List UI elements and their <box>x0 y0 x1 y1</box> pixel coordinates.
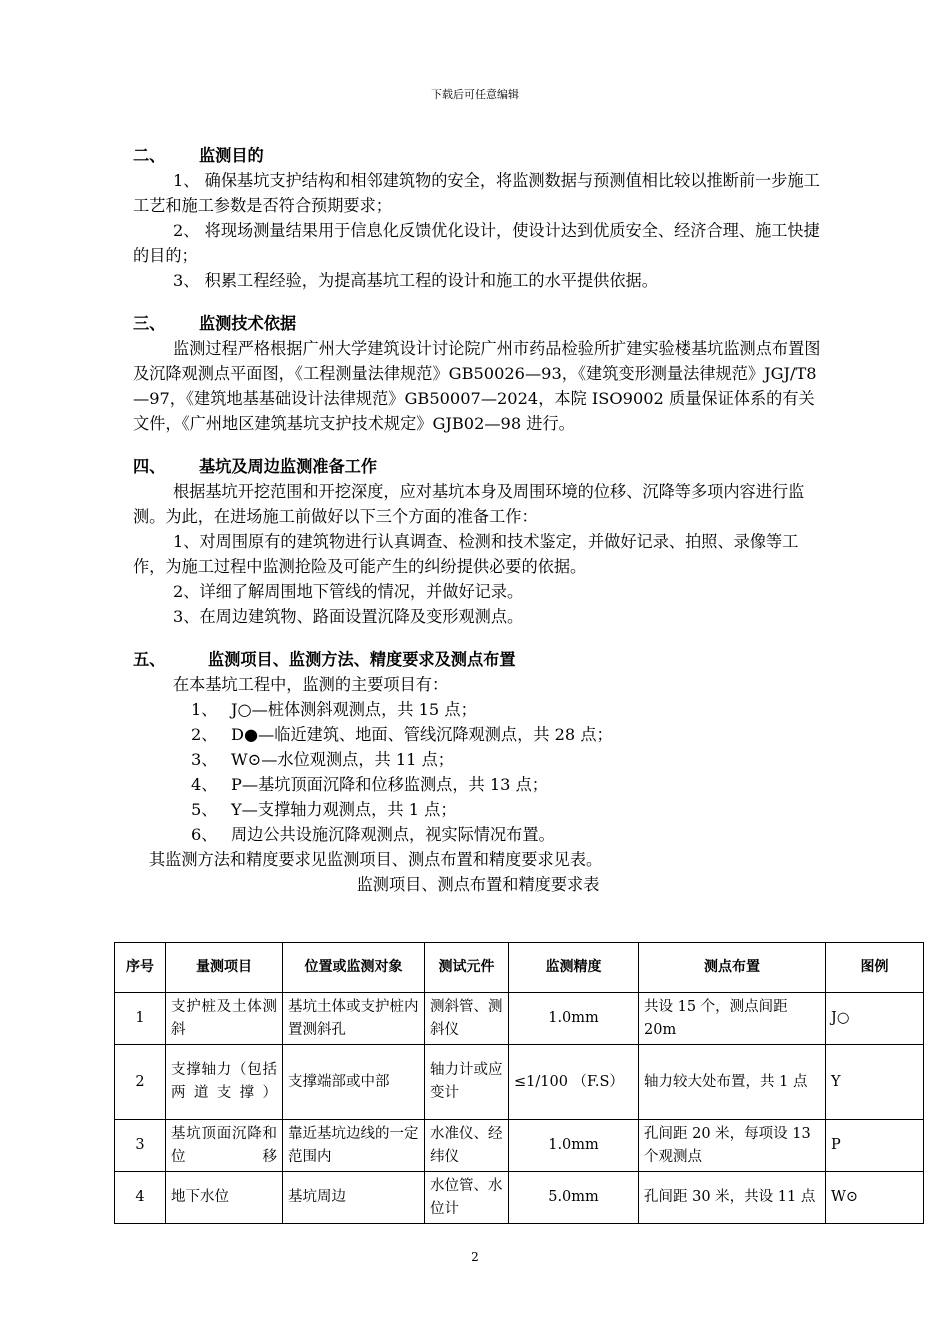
table-cell: 基坑土体或支护桩内置测斜孔 <box>283 993 425 1045</box>
table-cell: 基坑周边 <box>283 1172 425 1224</box>
table-cell: 1 <box>115 993 166 1045</box>
section-heading <box>133 143 823 168</box>
list-number: 2、 <box>191 725 218 744</box>
section-2 <box>133 143 823 293</box>
table-cell: 靠近基坑边线的一定范围内 <box>283 1120 425 1172</box>
table-cell: Y <box>826 1045 924 1120</box>
table-cell: 4 <box>115 1172 166 1224</box>
section-3 <box>133 311 823 436</box>
document-body <box>133 143 823 896</box>
table-cell: 轴力较大处布置，共 1 点 <box>639 1045 826 1120</box>
section-title: 监测目的 <box>199 146 264 165</box>
table-cell: J○ <box>826 993 924 1045</box>
table-cell: 孔间距 30 米，共设 11 点 <box>639 1172 826 1224</box>
list-item <box>133 797 823 822</box>
table-cell: 轴力计或应变计 <box>425 1045 509 1120</box>
table-row <box>115 1172 924 1224</box>
monitoring-table <box>114 942 924 1224</box>
list-item <box>133 747 823 772</box>
list-text: D●—临近建筑、地面、管线沉降观测点，共 28 点； <box>231 725 613 744</box>
section-heading <box>133 311 823 336</box>
section-number: 五、 <box>133 650 166 669</box>
header-cell: 序号 <box>115 943 166 993</box>
list-number: 5、 <box>191 800 218 819</box>
list-number: 6、 <box>191 825 218 844</box>
paragraph: 3、 积累工程经验，为提高基坑工程的设计和施工的水平提供依据。 <box>173 271 658 290</box>
paragraph: 1、 确保基坑支护结构和相邻建筑物的安全，将监测数据与预测值相比较以推断前一步施工工艺和施工参数是否符合预期要求； <box>133 171 820 215</box>
list-text: W⊙—水位观测点，共 11 点； <box>231 750 454 769</box>
list-number: 4、 <box>191 775 218 794</box>
paragraph: 在本基坑工程中，监测的主要项目有： <box>173 675 449 694</box>
table-cell: 1.0mm <box>509 993 639 1045</box>
page-number: 2 <box>471 1250 479 1264</box>
header-cell: 位置或监测对象 <box>283 943 425 993</box>
table-cell: 测斜管、测斜仪 <box>425 993 509 1045</box>
list-text: P—基坑顶面沉降和位移监测点，共 13 点； <box>231 775 548 794</box>
table-cell: 基坑顶面沉降和位移 <box>166 1120 283 1172</box>
table-cell: 支撑端部或中部 <box>283 1045 425 1120</box>
section-number: 三、 <box>133 314 166 333</box>
list-item <box>133 697 823 722</box>
section-title: 基坑及周边监测准备工作 <box>199 457 378 476</box>
table-cell: 孔间距 20 米，每项设 13 个观测点 <box>639 1120 826 1172</box>
table-cell: 1.0mm <box>509 1120 639 1172</box>
table-cell: 水准仪、经纬仪 <box>425 1120 509 1172</box>
table-cell: 5.0mm <box>509 1172 639 1224</box>
table-row <box>115 993 924 1045</box>
section-heading <box>133 454 823 479</box>
table-row <box>115 1045 924 1120</box>
header-cell: 监测精度 <box>509 943 639 993</box>
paragraph: 1、对周围原有的建筑物进行认真调查、检测和技术鉴定，并做好记录、拍照、录像等工作，为施工过程中监测抢险及可能产生的纠纷提供必要的依据。 <box>133 532 799 576</box>
table-row <box>115 1120 924 1172</box>
list-text: J○—桩体测斜观测点，共 15 点； <box>231 700 477 719</box>
paragraph: 2、 将现场测量结果用于信息化反馈优化设计，使设计达到优质安全、经济合理、施工快捷的目的； <box>133 221 820 265</box>
table-cell: 2 <box>115 1045 166 1120</box>
section-5 <box>133 647 823 896</box>
paragraph: 根据基坑开挖范围和开挖深度，应对基坑本身及周围环境的位移、沉降等多项内容进行监测。为此，在进场施工前做好以下三个方面的准备工作： <box>133 482 805 526</box>
table-cell: P <box>826 1120 924 1172</box>
section-number: 二、 <box>133 146 166 165</box>
list-item <box>133 772 823 797</box>
section-heading <box>133 647 823 672</box>
header-cell: 量测项目 <box>166 943 283 993</box>
header-cell: 图例 <box>826 943 924 993</box>
section-4 <box>133 454 823 629</box>
list-text: Y—支撑轴力观测点，共 1 点； <box>231 800 457 819</box>
table-cell: 支撑轴力（包括两道支撑） <box>166 1045 283 1120</box>
paragraph: 3、在周边建筑物、路面设置沉降及变形观测点。 <box>173 607 524 626</box>
table-header-row <box>115 943 924 993</box>
paragraph: 监测过程严格根据广州大学建筑设计讨论院广州市药品检验所扩建实验楼基坑监测点布置图及沉降观测点平面图，《工程测量法律规范》GB50026—93，《建筑变形测量法律规范》JGJ/T8—97，《建筑地基基础设计法律规范》GB50007—2024，本院 ISO9002 质量保证体系的有关文件，《广州地区建筑基坑支护技术规定》GJB02—98 进行。 <box>133 339 821 433</box>
section-number: 四、 <box>133 457 166 476</box>
table-cell: 共设 15 个，测点间距 20m <box>639 993 826 1045</box>
list-item <box>133 822 823 847</box>
section-title: 监测技术依据 <box>199 314 297 333</box>
page-header: 下载后可任意编辑 <box>431 88 519 101</box>
table-cell: W⊙ <box>826 1172 924 1224</box>
header-cell: 测试元件 <box>425 943 509 993</box>
list-number: 1、 <box>191 700 218 719</box>
header-cell: 测点布置 <box>639 943 826 993</box>
list-item <box>133 722 823 747</box>
list-text: 周边公共设施沉降观测点，视实际情况布置。 <box>231 825 555 844</box>
table-cell: ≤1/100 （F.S） <box>509 1045 639 1120</box>
paragraph: 2、详细了解周围地下管线的情况，并做好记录。 <box>173 582 524 601</box>
table-cell: 地下水位 <box>166 1172 283 1224</box>
list-number: 3、 <box>191 750 218 769</box>
table-cell: 3 <box>115 1120 166 1172</box>
table-cell: 水位管、水位计 <box>425 1172 509 1224</box>
section-title: 监测项目、监测方法、精度要求及测点布置 <box>208 650 516 669</box>
table-note: 其监测方法和精度要求见监测项目、测点布置和精度要求见表。 <box>149 850 603 869</box>
table-caption: 监测项目、测点布置和精度要求表 <box>356 875 600 894</box>
table-cell: 支护桩及土体测斜 <box>166 993 283 1045</box>
